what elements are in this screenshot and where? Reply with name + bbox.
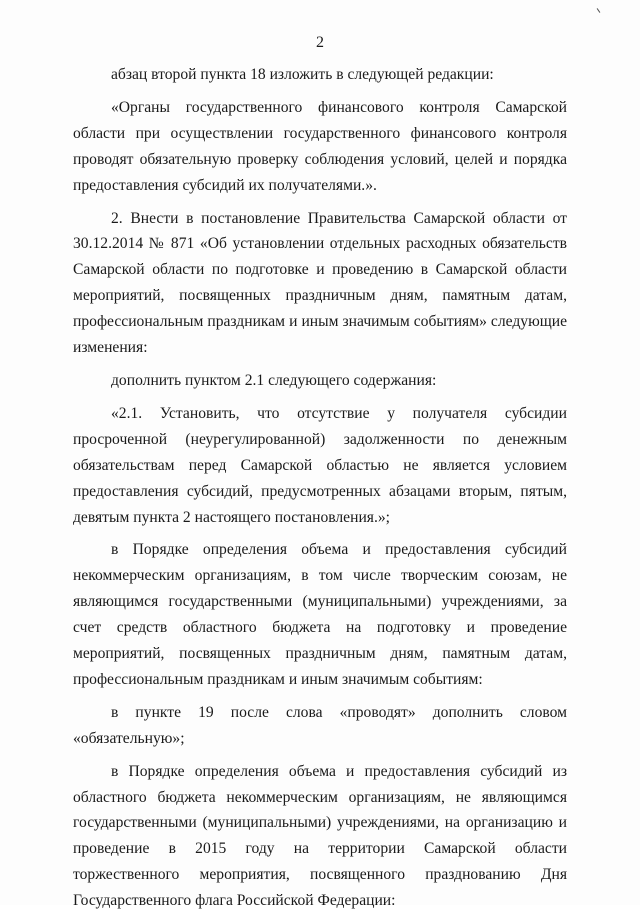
paragraph-1: абзац второй пункта 18 изложить в следующей редакции: [111,66,494,83]
paragraph-2: «Органы государственного финансового контроля Самарской области при осуществлении государственного финансового контроля проводят обязательную проверку соблюдения условий, целей и порядка предоставления субсидий их получателями.». [73,98,567,194]
scan-mark [597,8,601,13]
page-number: 2 [316,34,324,51]
paragraph-7: в пункте 19 после слова «проводят» дополнить словом «обязательную»; [73,703,567,747]
paragraph-6: в Порядке определения объема и предоставления субсидий некоммерческим организациям, в том числе творческим союзам, не являющимся государственными (муниципальными) учреждениями, за счет средств областного бюджета на подготовку и проведение мероприятий, посвященных праздничным дням, памятным датам, профессиональным праздникам и иным значимым событиям: [73,541,567,688]
paragraph-8: в Порядке определения объема и предоставления субсидий из областного бюджета некоммерческим организациям, не являющимся государственными (муниципальными) учреждениями, на организацию и проведение в 2015 году на территории Самарской области торжественного мероприятия, посвященного празднованию Дня Государственного флага Российской Федерации: [73,762,567,910]
paragraph-3: 2. Внести в постановление Правительства Самарской области от 30.12.2014 № 871 «Об установлении отдельных расходных обязательств Самарской области по подготовке и проведению в Самарской области мероприятий, посвященных праздничным дням, памятным датам, профессиональным праздникам и иным значимым событиям» следующие изменения: [73,209,567,357]
paragraph-5: «2.1. Установить, что отсутствие у получателя субсидии просроченной (неурегулированной) задолженности по денежным обязательствам перед Самарской областью не является условием предоставления субсидий, предусмотренных абзацами вторым, пятым, девятым пункта 2 настоящего постановления.»; [73,404,567,526]
paragraph-4: дополнить пунктом 2.1 следующего содержания: [111,371,437,389]
document-body [73,62,567,914]
